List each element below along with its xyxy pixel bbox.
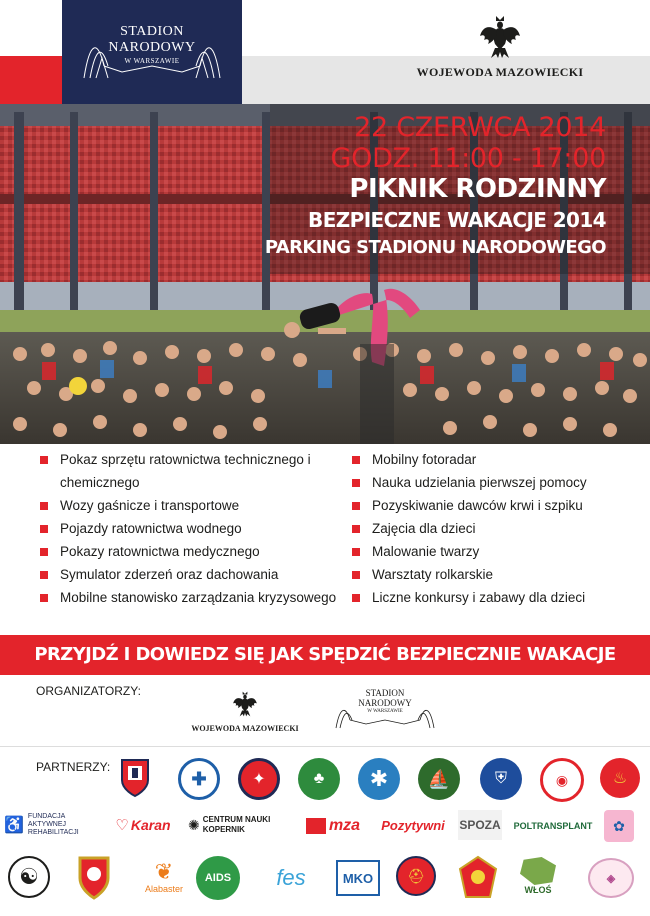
stadium-logo-line3: W WARSZAWIE xyxy=(124,57,180,65)
list-item: Zajęcia dla dzieci xyxy=(352,517,642,540)
partner-logo-green-emblem xyxy=(298,758,340,800)
bullet-icon xyxy=(40,525,48,533)
call-to-action-banner: PRZYJDŹ I DOWIEDZ SIĘ JAK SPĘDZIĆ BEZPIECZNIE WAKACJE xyxy=(0,635,650,675)
flame-icon: ♨ xyxy=(612,770,628,787)
list-item: Symulator zderzeń oraz dachowania xyxy=(40,563,340,586)
partner-logo-pozytywni: Pozytywni xyxy=(381,817,445,833)
partner-logo-mko: MKO xyxy=(336,860,380,896)
bus-icon xyxy=(306,818,326,834)
wheelchair-icon: ♿ xyxy=(4,817,24,834)
partner-logo-poltransplant: POLTRANSPLANT xyxy=(513,821,593,831)
bullet-icon xyxy=(40,594,48,602)
partner-logo-pink-badge xyxy=(604,810,634,842)
header-red-strip xyxy=(0,56,62,104)
bullet-icon xyxy=(40,456,48,464)
partner-logo-police xyxy=(74,852,114,902)
stadion-narodowy-logo xyxy=(62,0,242,104)
firefighter-emblem-icon xyxy=(458,855,498,899)
list-item: Pokaz sprzętu ratownictwa technicznego i chemicznego xyxy=(40,448,340,494)
bullet-icon xyxy=(352,479,360,487)
sun-icon: ✺ xyxy=(188,816,200,833)
partner-logo-blue-seal xyxy=(480,758,522,800)
list-item: Pozyskiwanie dawców krwi i szpiku xyxy=(352,494,642,517)
partner-logo-fire-volunteers xyxy=(396,856,436,896)
partner-logo-aids: AIDS xyxy=(196,856,240,900)
list-item: Pokazy ratownictwa medycznego xyxy=(40,540,340,563)
partner-logo-wlos: WŁOŚ xyxy=(512,852,564,900)
partner-logo-water-rescue xyxy=(418,758,460,800)
partner-logo-yin-yang xyxy=(8,856,50,898)
list-item: Nauka udzielania pierwszej pomocy xyxy=(352,471,642,494)
event-subtitle: BEZPIECZNE WAKACJE 2014 xyxy=(308,208,606,232)
list-item: Pojazdy ratownictwa wodnego xyxy=(40,517,340,540)
organizers-label: ORGANIZATORZY: xyxy=(36,684,141,698)
star-of-life-icon: ✱ xyxy=(369,766,389,791)
partner-logo-karan: ♡ Karan xyxy=(115,817,171,834)
bullet-icon xyxy=(40,502,48,510)
eagle-icon: ✦ xyxy=(252,771,266,788)
tree-icon: ♣ xyxy=(313,770,325,787)
map-region-icon xyxy=(520,857,556,885)
boat-icon: ⛵ xyxy=(427,768,451,789)
coat-of-arms-icon xyxy=(120,758,150,798)
cross-icon: ✚ xyxy=(191,768,207,789)
list-item: Wozy gaśnicze i transportowe xyxy=(40,494,340,517)
bullet-icon xyxy=(352,548,360,556)
bullet-icon xyxy=(352,502,360,510)
police-badge-icon xyxy=(76,854,112,900)
bullet-icon xyxy=(40,548,48,556)
event-title-block xyxy=(265,112,606,261)
yin-yang-icon: ☯ xyxy=(19,864,39,889)
partner-logo-rescue-association xyxy=(178,758,220,800)
bullet-icon xyxy=(352,594,360,602)
bullet-icon xyxy=(352,571,360,579)
partner-logo-copernicus: ✺ CENTRUM NAUKI KOPERNIK xyxy=(188,815,271,834)
divider xyxy=(0,746,650,747)
partner-logo-spoza: SPOZA xyxy=(458,810,502,840)
bullet-icon xyxy=(40,571,48,579)
organizer-stadium-line2: NARODOWY xyxy=(358,698,412,708)
bullet-icon xyxy=(352,456,360,464)
organizer-stadium-line3: W WARSZAWIE xyxy=(367,709,403,714)
heart-icon: ♡ xyxy=(115,817,129,834)
bullet-icon xyxy=(352,525,360,533)
partner-logo-road-inspection xyxy=(540,758,584,802)
list-item: Mobilny fotoradar xyxy=(352,448,642,471)
partner-logo-fire-service xyxy=(238,758,280,800)
badge-icon: ✿ xyxy=(613,817,625,834)
partner-logo-alabaster: ❦ Alabaster xyxy=(144,859,184,894)
list-item: Mobilne stanowisko zarządzania kryzysowego xyxy=(40,586,340,609)
header-gray-strip xyxy=(242,56,650,104)
partner-logo-fundacja: ♿ FUNDACJA AKTYWNEJ REHABILITACJI xyxy=(4,813,79,836)
sdr-mark-icon: ◈ xyxy=(606,872,616,885)
polish-eagle-emblem xyxy=(400,14,600,60)
event-title: PIKNIK RODZINNY xyxy=(349,174,606,204)
list-item: Malowanie twarzy xyxy=(352,540,642,563)
event-date: 22 CZERWCA 2014 xyxy=(354,112,606,143)
butterfly-icon: ❦ xyxy=(154,859,174,884)
partner-logo-fes: fes xyxy=(276,865,306,890)
organizer-stadium-line1: STADION xyxy=(365,688,405,698)
eagle-icon xyxy=(478,14,522,60)
attractions-right-list xyxy=(352,448,642,609)
partner-logo-ems-star xyxy=(358,758,400,800)
partner-logo-mza: mza xyxy=(296,814,370,838)
partner-logo-firefighter-emblem xyxy=(456,854,500,900)
list-item: Warsztaty rolkarskie xyxy=(352,563,642,586)
shield-icon: ⛨ xyxy=(494,770,507,787)
partner-logo-sdr xyxy=(588,858,634,898)
organizer-stadium-logo xyxy=(330,684,440,734)
stadium-logo-line1: STADION xyxy=(120,24,184,39)
partners-label: PARTNERZY: xyxy=(36,760,111,774)
organizer-voivode-emblem xyxy=(180,690,310,723)
partner-logo-fire-badge xyxy=(600,758,640,798)
organizer-voivode-name: WOJEWODA MAZOWIECKI xyxy=(191,724,299,733)
voivode-label: WOJEWODA MAZOWIECKI xyxy=(416,65,584,79)
attractions-left-list xyxy=(40,448,340,609)
list-item: Liczne konkursy i zabawy dla dzieci xyxy=(352,586,642,609)
helmet-icon: ⛑ xyxy=(407,867,425,884)
event-time: GODZ. 11:00 - 17:00 xyxy=(330,143,606,174)
partner-logo-crest xyxy=(118,756,152,800)
eagle-icon xyxy=(232,690,258,718)
car-icon: ◉ xyxy=(555,771,569,788)
event-location: PARKING STADIONU NARODOWEGO xyxy=(264,237,606,258)
stadium-logo-line2: NARODOWY xyxy=(108,40,196,55)
